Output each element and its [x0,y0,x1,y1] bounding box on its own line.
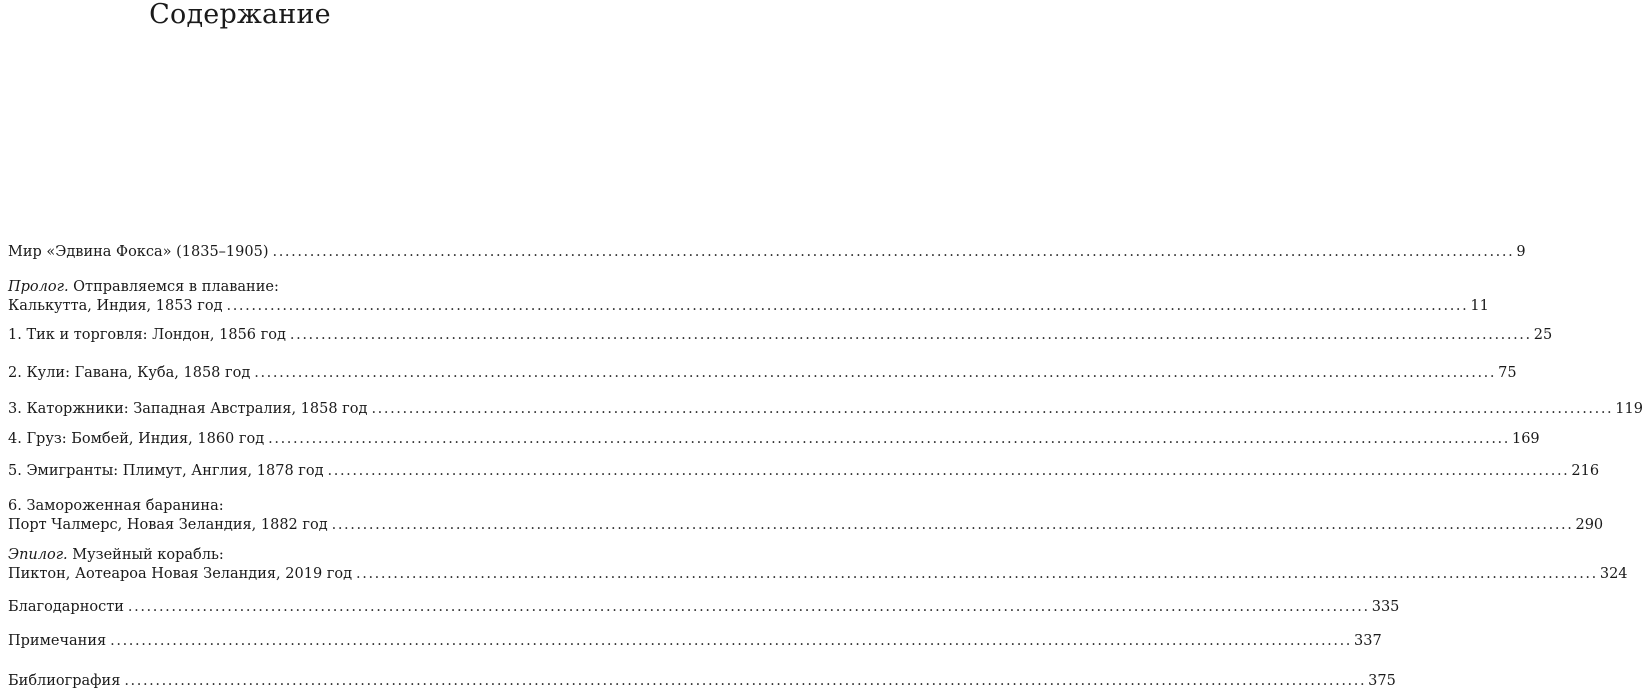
dot-leader: ........................................................................................................................................................................................................ [356,566,1598,582]
dot-leader: ........................................................................................................................................................................................................ [226,298,1469,314]
toc-line [8,672,1396,690]
toc-section-label: Пролог. [8,279,69,295]
page-number: 119 [1615,401,1643,417]
dot-leader: ........................................................................................................................................................................................................ [268,431,1510,447]
dot-leader: ........................................................................................................................................................................................................ [254,365,1497,381]
toc-line [8,497,478,515]
page-number: 324 [1599,566,1628,582]
page-number: 9 [1516,244,1526,260]
toc-line [8,462,1600,480]
page-number: 216 [1571,463,1600,479]
dot-leader: ........................................................................................................................................................................................................ [272,244,1515,260]
toc-line [8,278,478,296]
toc-line [8,326,1553,344]
toc-title-text: 4. Груз: Бомбей, Индия, 1860 год [8,431,265,447]
toc-line [8,297,1489,315]
dot-leader: ........................................................................................................................................................................................................ [327,463,1570,479]
page-number: 337 [1354,633,1382,649]
dot-leader: ........................................................................................................................................................................................................ [127,599,1370,615]
page-number: 75 [1498,365,1517,381]
toc-line [8,516,1604,534]
dot-leader: ........................................................................................................................................................................................................ [110,633,1352,649]
page-number: 25 [1533,327,1553,343]
toc-title-text: Пиктон, Аотеароа Новая Зеландия, 2019 год [8,566,353,582]
toc-section-label: Эпилог. [8,547,68,563]
toc-title-text: Калькутта, Индия, 1853 год [8,298,223,314]
toc-line [8,400,1643,418]
toc-line [8,243,1526,261]
toc-title-text: Отправляемся в плавание: [73,279,279,295]
toc-line [8,430,1540,448]
toc-title-text: Музейный корабль: [72,547,224,563]
toc-line [8,565,1628,583]
toc-line [8,546,478,564]
toc-title-text: 2. Кули: Гавана, Куба, 1858 год [8,365,251,381]
page-number: 11 [1470,298,1489,314]
dot-leader: ........................................................................................................................................................................................................ [331,517,1574,533]
page-number: 169 [1511,431,1540,447]
toc-title-text: Мир «Эдвина Фокса» (1835–1905) [8,244,269,260]
toc-title-text: 3. Каторжники: Западная Австралия, 1858 год [8,401,368,417]
toc-line [8,632,1382,650]
page-number: 335 [1371,599,1400,615]
dot-leader: ........................................................................................................................................................................................................ [124,673,1367,689]
toc-title-text: Библиография [8,673,121,689]
dot-leader: ........................................................................................................................................................................................................ [289,327,1532,343]
toc-title-text: 5. Эмигранты: Плимут, Англия, 1878 год [8,463,324,479]
toc-title-text: 6. Замороженная баранина: [8,498,224,514]
toc-title-text: Благодарности [8,599,124,615]
page-number: 290 [1575,517,1604,533]
toc-line [8,598,1400,616]
toc-title-text: 1. Тик и торговля: Лондон, 1856 год [8,327,286,343]
page-number: 375 [1368,673,1396,689]
dot-leader: ........................................................................................................................................................................................................ [371,401,1614,417]
page-title: Содержание [149,0,331,30]
toc-line [8,364,1517,382]
toc-title-text: Примечания [8,633,107,649]
toc-title-text: Порт Чалмерс, Новая Зеландия, 1882 год [8,517,328,533]
